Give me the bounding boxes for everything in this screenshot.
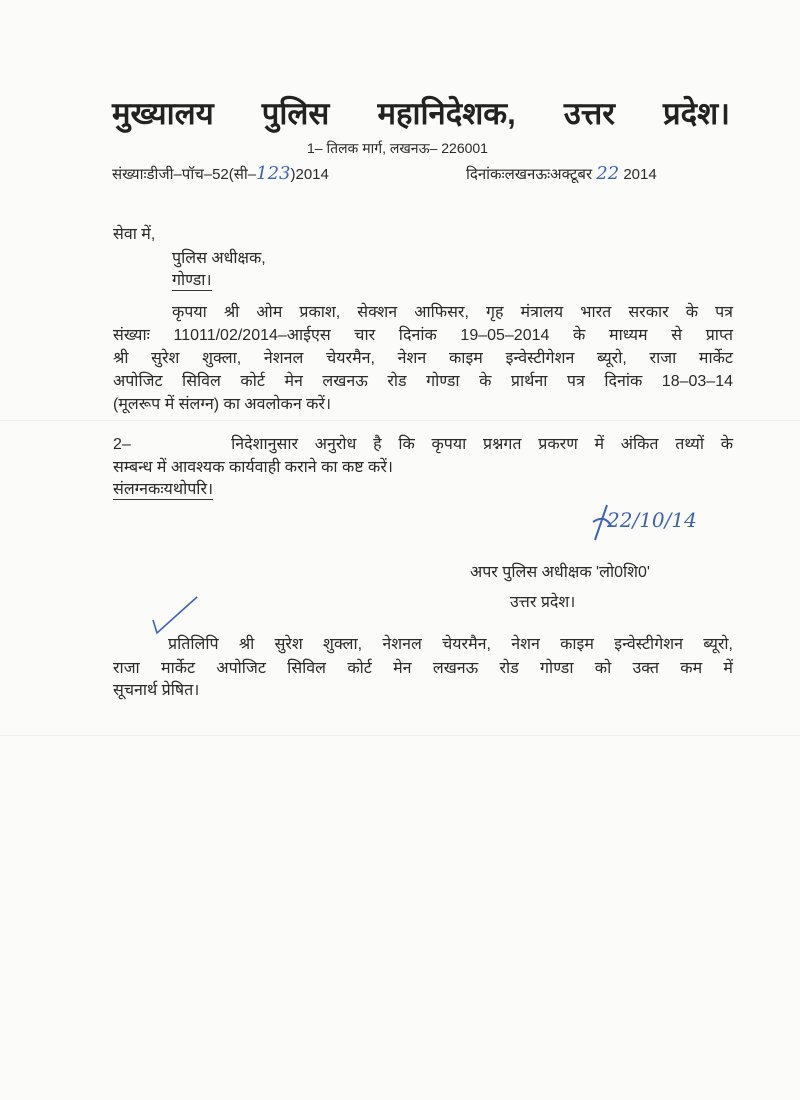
para1-line: अपोजिट सिविल कोर्ट मेन लखनऊ रोड गोण्डा के प्रार्थना पत्र दिनांक 18–03–14	[113, 373, 733, 390]
para1-line: संख्याः 11011/02/2014–आईएस चार दिनांक 19–05–2014 के माध्यम से प्राप्त	[113, 327, 733, 344]
letter-date	[466, 163, 657, 184]
letterhead-address: 1– तिलक मार्ग, लखनऊ– 226001	[307, 140, 488, 156]
signature-date: 22/10/14	[607, 508, 697, 532]
salutation: सेवा में,	[113, 226, 156, 243]
title-word: मुख्यालय	[112, 96, 214, 131]
ref-suffix: )2014	[290, 166, 329, 183]
reference-number	[112, 163, 329, 184]
copy-line: राजा मार्केट अपोजिट सिविल कोर्ट मेन लखनऊ रोड गोण्डा को उक्त कम में	[113, 660, 733, 677]
fold-line	[0, 420, 800, 421]
para2-line: 2– निदेशानुसार अनुरोध है कि कृपया प्रश्नगत प्रकरण में अंकित तथ्यों के	[113, 436, 733, 453]
title-word: उत्तर	[563, 96, 615, 131]
para1-line: कृपया श्री ओम प्रकाश, सेक्शन आफिसर, गृह मंत्रालय भारत सरकार के पत्र	[172, 304, 733, 321]
date-prefix: दिनांकःलखनऊःअक्टूबर	[466, 166, 593, 183]
title-word: प्रदेश।	[663, 96, 730, 131]
fold-line	[0, 735, 800, 736]
letterhead-title	[112, 92, 730, 134]
copy-line: प्रतिलिपि श्री सुरेश शुक्ला, नेशनल चेयरमैन, नेशन काइम इन्वेस्टीगेशन ब्यूरो,	[168, 636, 733, 653]
para1-line: श्री सुरेश शुक्ला, नेशनल चेयरमैन, नेशन काइम इन्वेस्टीगेशन ब्यूरो, राजा मार्केट	[113, 350, 733, 367]
signatory-state: उत्तर प्रदेश।	[510, 594, 576, 611]
handwritten-signature	[585, 500, 705, 555]
date-handwritten: 22	[596, 163, 620, 184]
copy-line: सूचनार्थ प्रेषित।	[113, 682, 200, 699]
para2-line: सम्बन्ध में आवश्यक कार्यवाही कराने का कष्ट करें।	[113, 459, 393, 476]
enclosure-note: संलग्नकःयथोपरि।	[113, 477, 213, 500]
ref-prefix: संख्याःडीजी–पॉच–52(सी–	[112, 166, 257, 183]
ref-handwritten: 123	[256, 163, 291, 184]
addressee-place: गोण्डा।	[172, 268, 212, 291]
para1-line: (मूलरूप में संलग्न) का अवलोकन करें।	[113, 396, 332, 413]
date-suffix: 2014	[623, 166, 657, 183]
signatory-designation: अपर पुलिस अधीक्षक 'लो0शि0'	[470, 564, 650, 581]
title-word: पुलिस	[261, 96, 330, 131]
title-word: महानिदेशक,	[377, 96, 516, 131]
addressee-designation: पुलिस अधीक्षक,	[172, 250, 266, 267]
